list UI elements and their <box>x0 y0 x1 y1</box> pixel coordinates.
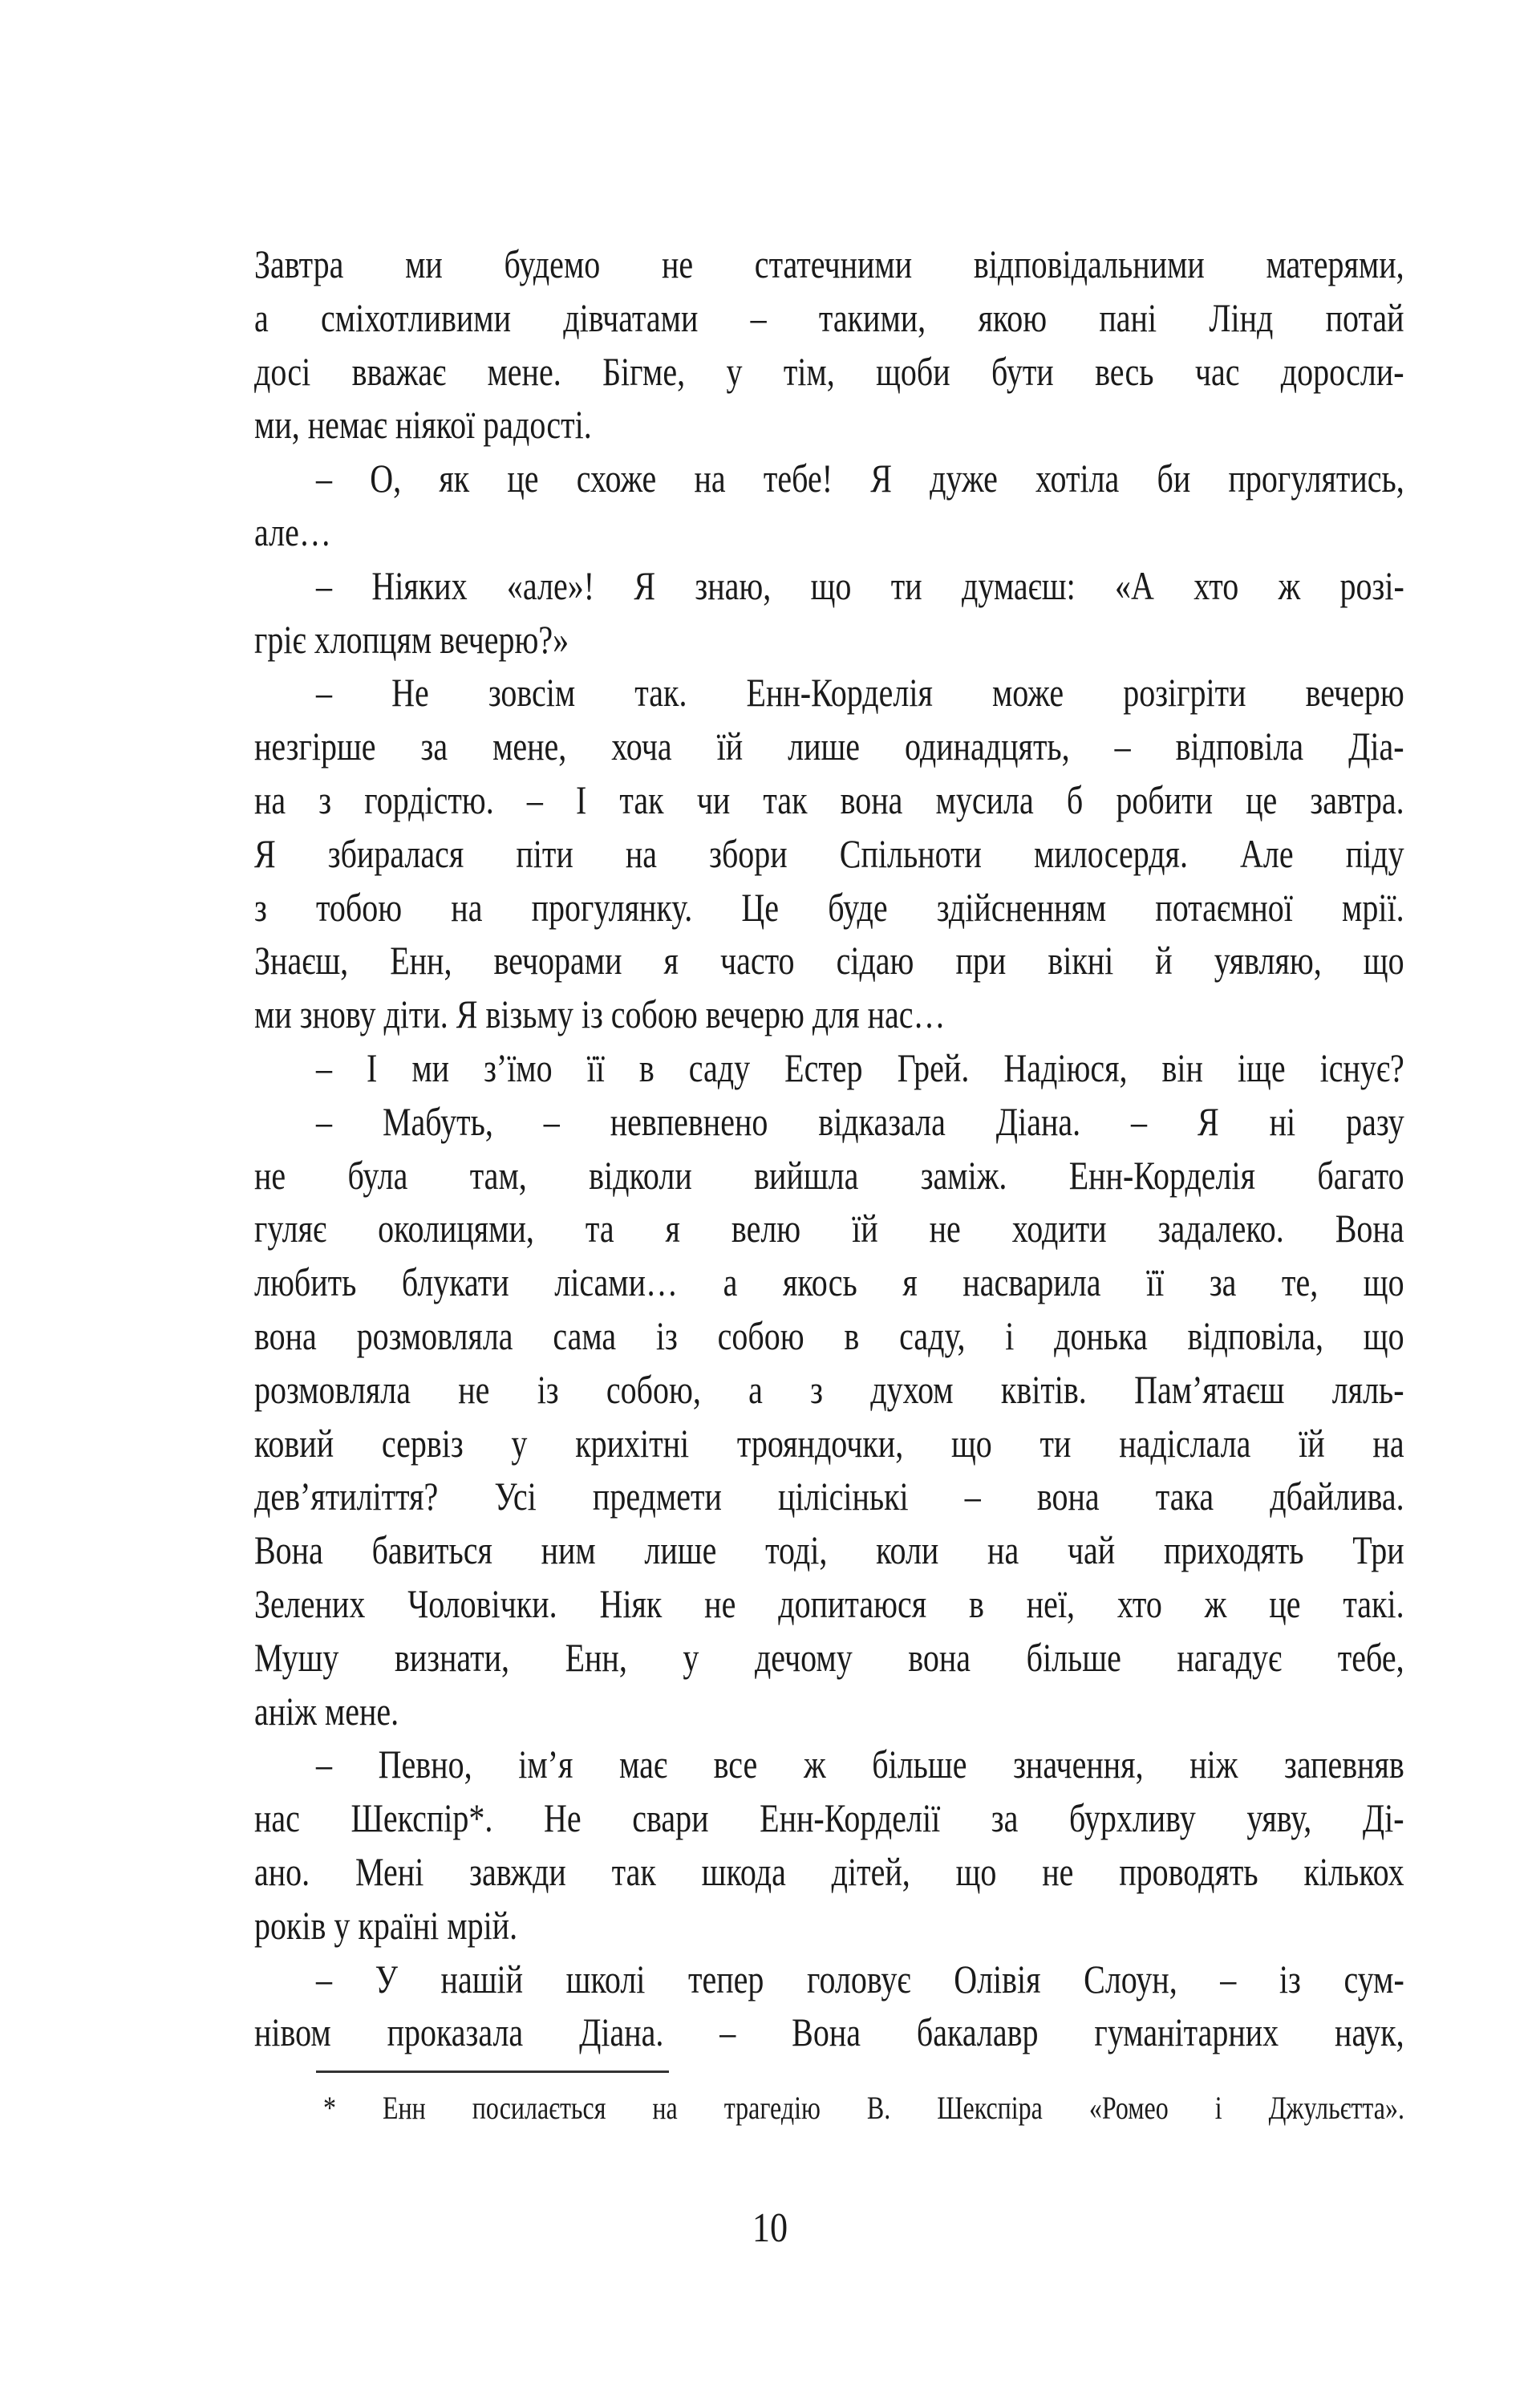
text-line-content: дев’ятиліття? Усі предмети цілісінькі – вона така дбайлива. <box>254 1474 1404 1519</box>
text-line-content: Вона бавиться ним лише тоді, коли на чай приходять Три <box>254 1527 1404 1573</box>
text-line-content: Зелених Чоловічки. Ніяк не допитаюся в неї, хто ж це такі. <box>254 1580 1404 1626</box>
text-line-content: – У нашій школі тепер головує Олівія Слоун, – із сум- <box>316 1956 1404 2002</box>
text-line-content: – Певно, ім’я має все ж більше значення, ніж запевняв <box>316 1742 1404 1787</box>
text-line <box>254 1685 1404 1738</box>
text-line <box>254 1899 1404 1953</box>
text-line-content: досі вважає мене. Бігме, у тім, щоби бути весь час доросли- <box>254 348 1404 394</box>
text-line-content: – І ми з’їмо її в саду Естер Грей. Надіюся, він іще існує? <box>316 1044 1404 1090</box>
text-line <box>254 881 1404 935</box>
text-line-content: не була там, відколи вийшла заміж. Енн-Корделія багато <box>254 1152 1404 1198</box>
text-line-content: розмовляла не із собою, а з духом квітів. Пам’ятаєш ляль- <box>254 1366 1404 1412</box>
text-line <box>254 773 1404 827</box>
text-line-content: років у країні мрій. <box>254 1902 518 1948</box>
text-line <box>254 613 1404 667</box>
text-line-content: незгірше за мене, хоча їй лише одинадцять, – відповіла Діа- <box>254 724 1404 769</box>
text-line-content: – Не зовсім так. Енн-Корделія може розігріти вечерю <box>316 670 1404 716</box>
text-line <box>254 1845 1404 1899</box>
text-line-content: аніж мене. <box>254 1688 399 1734</box>
text-line-content: ми знову діти. Я візьму із собою вечерю для нас… <box>254 992 946 1037</box>
text-line <box>254 720 1404 773</box>
text-line <box>254 1363 1404 1417</box>
text-line-content: гріє хлопцям вечерю?» <box>254 616 569 662</box>
text-line-content: гуляє околицями, та я велю їй не ходити задалеко. Вона <box>254 1206 1404 1251</box>
footnote-text: * Енн посилається на трагедію В. Шекспіра «Ромео і Джульєтта». <box>323 2090 1404 2126</box>
text-line <box>254 559 1404 613</box>
text-line <box>254 1149 1404 1203</box>
footnote-divider <box>316 2071 669 2073</box>
text-line-content: – Ніяких «але»! Я знаю, що ти думаєш: «А хто ж розі- <box>316 562 1404 608</box>
page-number-text: 10 <box>752 2205 788 2251</box>
text-line <box>254 1309 1404 1363</box>
text-line <box>254 934 1404 988</box>
text-line-content: Завтра ми будемо не статечними відповідальними матерями, <box>254 241 1404 286</box>
text-line <box>254 1095 1404 1149</box>
text-line-content: з тобою на прогулянку. Це буде здійсненням потаємної мрії. <box>254 884 1404 930</box>
text-line <box>254 345 1404 399</box>
text-line-content: – Мабуть, – невпевнено відказала Діана. – Я ні разу <box>316 1098 1404 1144</box>
text-line-content: Мушу визнати, Енн, у дечому вона більше нагадує тебе, <box>254 1634 1404 1680</box>
footnote <box>323 2088 1404 2128</box>
text-line <box>254 452 1404 505</box>
text-line <box>254 1738 1404 1791</box>
text-line-content: любить блукати лісами… а якось я насварила її за те, що <box>254 1259 1404 1305</box>
page-number <box>0 2204 1540 2253</box>
text-line <box>254 988 1404 1041</box>
text-line-content: ано. Мені завжди так шкода дітей, що не проводять кількох <box>254 1848 1404 1894</box>
text-line-content: ковий сервіз у крихітні трояндочки, що ти надіслала їй на <box>254 1420 1404 1466</box>
text-line-content: – О, як це схоже на тебе! Я дуже хотіла би прогулятись, <box>316 456 1404 501</box>
text-line <box>254 1577 1404 1631</box>
text-line-content: нівом проказала Діана. – Вона бакалавр гуманітарних наук, <box>254 2010 1404 2055</box>
text-line-content: але… <box>254 509 331 554</box>
text-line <box>254 291 1404 345</box>
text-line <box>254 1470 1404 1523</box>
text-line <box>254 1791 1404 1845</box>
text-line <box>254 1953 1404 2006</box>
text-line <box>254 1523 1404 1577</box>
text-line <box>254 1255 1404 1309</box>
text-line-content: ми, немає ніякої радості. <box>254 402 592 448</box>
text-line <box>254 1631 1404 1685</box>
text-line-content: а сміхотливими дівчатами – такими, якою пані Лінд потай <box>254 294 1404 340</box>
text-line <box>254 1417 1404 1470</box>
text-line <box>254 827 1404 881</box>
text-line <box>254 1041 1404 1095</box>
text-line-content: на з гордістю. – І так чи так вона мусила б робити це завтра. <box>254 777 1404 822</box>
text-line-content: вона розмовляла сама із собою в саду, і донька відповіла, що <box>254 1312 1404 1358</box>
text-line-content: нас Шекспір*. Не свари Енн-Корделії за бурхливу уяву, Ді- <box>254 1795 1404 1841</box>
text-line <box>254 2006 1404 2059</box>
text-line-content: Я збиралася піти на збори Спільноти милосердя. Але піду <box>254 830 1404 876</box>
text-line <box>254 505 1404 559</box>
text-line <box>254 237 1404 291</box>
text-line <box>254 1202 1404 1255</box>
text-line-content: Знаєш, Енн, вечорами я часто сідаю при вікні й уявляю, що <box>254 938 1404 984</box>
text-line <box>254 666 1404 720</box>
body-text <box>254 237 1404 2059</box>
text-line <box>254 398 1404 452</box>
